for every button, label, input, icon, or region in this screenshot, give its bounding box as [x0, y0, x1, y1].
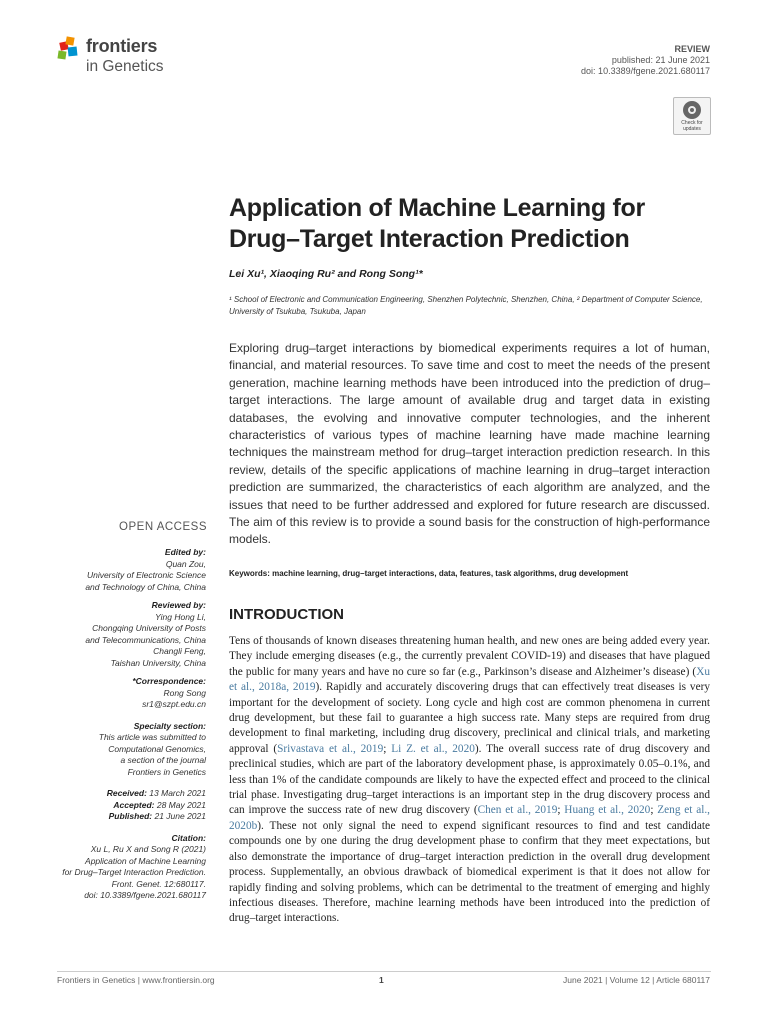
citation-link[interactable]: Chen et al., 2019: [477, 804, 558, 817]
reviewed-by-line: Changli Feng,: [153, 646, 206, 656]
specialty-line: Frontiers in Genetics: [127, 766, 206, 777]
specialty-line: a section of the journal: [120, 755, 206, 765]
footer-divider: [57, 971, 711, 972]
specialty-line: Computational Genomics,: [108, 743, 206, 754]
article-title: Application of Machine Learning for Drug–Target Interaction Prediction: [229, 194, 645, 253]
article-info-sidebar: [40, 547, 206, 902]
citation-link[interactable]: Srivastava et al., 2019: [277, 742, 384, 755]
article-type: REVIEW: [674, 44, 710, 54]
correspondence-name: Rong Song: [163, 687, 206, 698]
reviewed-by-line: Chongqing University of Posts: [92, 623, 206, 633]
received-date: 13 March 2021: [149, 788, 206, 798]
check-for-updates-badge[interactable]: [673, 97, 711, 135]
citation-label: Citation:: [171, 832, 206, 843]
intro-text: ;: [650, 804, 658, 817]
check-updates-icon: [683, 101, 701, 119]
badge-label: Check for updates: [681, 120, 703, 132]
introduction-paragraph: [229, 634, 710, 927]
keywords: Keywords: machine learning, drug–target interactions, data, features, task algorithms, drug development: [229, 569, 629, 578]
edited-by-line: Quan Zou,: [165, 558, 206, 569]
citation-link[interactable]: Zeng et al., 2020b: [229, 804, 710, 832]
journal-logo[interactable]: [57, 34, 217, 84]
received-label: Received:: [106, 788, 147, 798]
author-list: Lei Xu¹, Xiaoqing Ru² and Rong Song¹*: [229, 268, 423, 280]
doi[interactable]: doi: 10.3389/fgene.2021.680117: [581, 66, 710, 76]
citation-line: Xu L, Ru X and Song R (2021): [90, 844, 206, 854]
accepted-date: 28 May 2021: [156, 799, 206, 810]
intro-text: Tens of thousands of known diseases threatening human health, and new ones are being added every year. They include emerging diseases (e.g., the currently prevalent COVID-19) and diseases that have plagued the public for many years and have no cure so far (e.g., Parkinson’s disease and Alzheimer’s disease) (: [229, 635, 710, 678]
citation-link[interactable]: Li Z. et al., 2020: [391, 742, 475, 755]
journal-name-line2: in Genetics: [86, 58, 164, 75]
received-date-line: [40, 788, 206, 800]
correspondence-label: *Correspondence:: [132, 676, 206, 686]
reviewed-by-label: Reviewed by:: [151, 600, 206, 610]
affiliations: ¹ School of Electronic and Communication Engineering, Shenzhen Polytechnic, Shenzhen, China, ² Department of Computer Science, University of Tsukuba, Tsukuba, Japan: [229, 295, 703, 316]
accepted-label: Accepted:: [113, 799, 155, 810]
intro-text: ). These not only signal the need to expend significant resources to find and test candidate compounds one by one during the drug development phase to confirm that they meet expectations, but also demonstrate the importance of drug–target interaction prediction in the overall drug development process. Supplementally, an obvious drawback of biomedical experiment is that it does not allow for rapidly finding and solving problems, which can be detrimental to the treatment of emerging and highly infectious diseases. Therefore, machine learning methods have been introduced into the prediction of drug–target interactions.: [229, 819, 710, 925]
edited-by-line: and Technology of China, China: [85, 581, 206, 592]
intro-text: ). The overall success rate of drug discovery and preclinical studies, which are part of the laboratory development phase, is approximately 0.05–0.1%, and less than 1% of the candidate compounds are likely to have the expected effect and proceed to the clinical trial phase. Investigating drug–target interactions is an important step in the drug discovery process and can improve the success rate of new drug discovery (: [229, 742, 711, 817]
edited-by-label: Edited by:: [164, 547, 206, 557]
specialty-line: This article was submitted to: [98, 732, 206, 742]
citation-line: Front. Genet. 12:680117.: [111, 878, 206, 889]
article-meta-header: [581, 44, 710, 77]
reviewed-by-line: Ying Hong Li,: [155, 611, 206, 622]
citation-link[interactable]: Huang et al., 2020: [564, 804, 651, 817]
citation-doi: doi: 10.3389/fgene.2021.680117: [84, 890, 206, 900]
citation-line: Application of Machine Learning: [85, 855, 206, 866]
section-heading-introduction: INTRODUCTION: [229, 606, 344, 623]
journal-name-line1: frontiers: [86, 36, 158, 56]
citation-link[interactable]: Xu et al., 2018a, 2019: [229, 665, 710, 694]
intro-text: ). Rapidly and accurately discovering drugs that can effectively treat diseases is very important for the development of society. Long cycle and high cost are common phenomena in current drug development, but these fail to guarantee a high success rate. Many steps are required from drug development to final marketing, including drug discovery, preclinical and clinical trials, and marketing approval (: [229, 681, 710, 755]
citation-line: for Drug–Target Interaction Prediction.: [62, 867, 206, 877]
frontiers-logo-icon: [57, 36, 83, 62]
accepted-date-line: [40, 800, 206, 812]
reviewed-by-line: and Telecommunications, China: [85, 634, 206, 645]
intro-text: ;: [383, 742, 392, 755]
page-number: 1: [379, 975, 384, 985]
published-date-sidebar: 21 June 2021: [154, 811, 206, 821]
footer-issue-info: June 2021 | Volume 12 | Article 680117: [563, 975, 710, 985]
published-date: published: 21 June 2021: [611, 55, 710, 65]
published-label: Published:: [108, 811, 153, 821]
published-date-line: [40, 811, 206, 823]
intro-text: ;: [557, 804, 565, 817]
correspondence-email[interactable]: sr1@szpt.edu.cn: [142, 699, 206, 709]
abstract: Exploring drug–target interactions by biomedical experiments requires a lot of human, financial, and material resources. To save time and cost to meet the needs of the present generation, machine learning methods have been introduced into the prediction of drug–target interactions. The large amount of available drug and target data in existing databases, the evolving and innovative computer technologies, and the inherent characteristics of various types of machine learning have made machine learning techniques the mainstream method for drug–target interaction prediction research. In this review, details of the specific applications of machine learning in drug–target interaction prediction are summarized, the characteristics of each algorithm are analyzed, and the issues that need to be further addressed and explored for future research are discussed. The aim of this review is to provide a sound basis for the construction of high-performance models.: [229, 341, 710, 547]
specialty-section-label: Specialty section:: [133, 720, 206, 731]
open-access-label: OPEN ACCESS: [119, 521, 207, 533]
reviewed-by-line: Taishan University, China: [110, 657, 206, 668]
footer-journal-site[interactable]: Frontiers in Genetics | www.frontiersin.org: [57, 975, 215, 985]
edited-by-line: University of Electronic Science: [86, 570, 206, 580]
